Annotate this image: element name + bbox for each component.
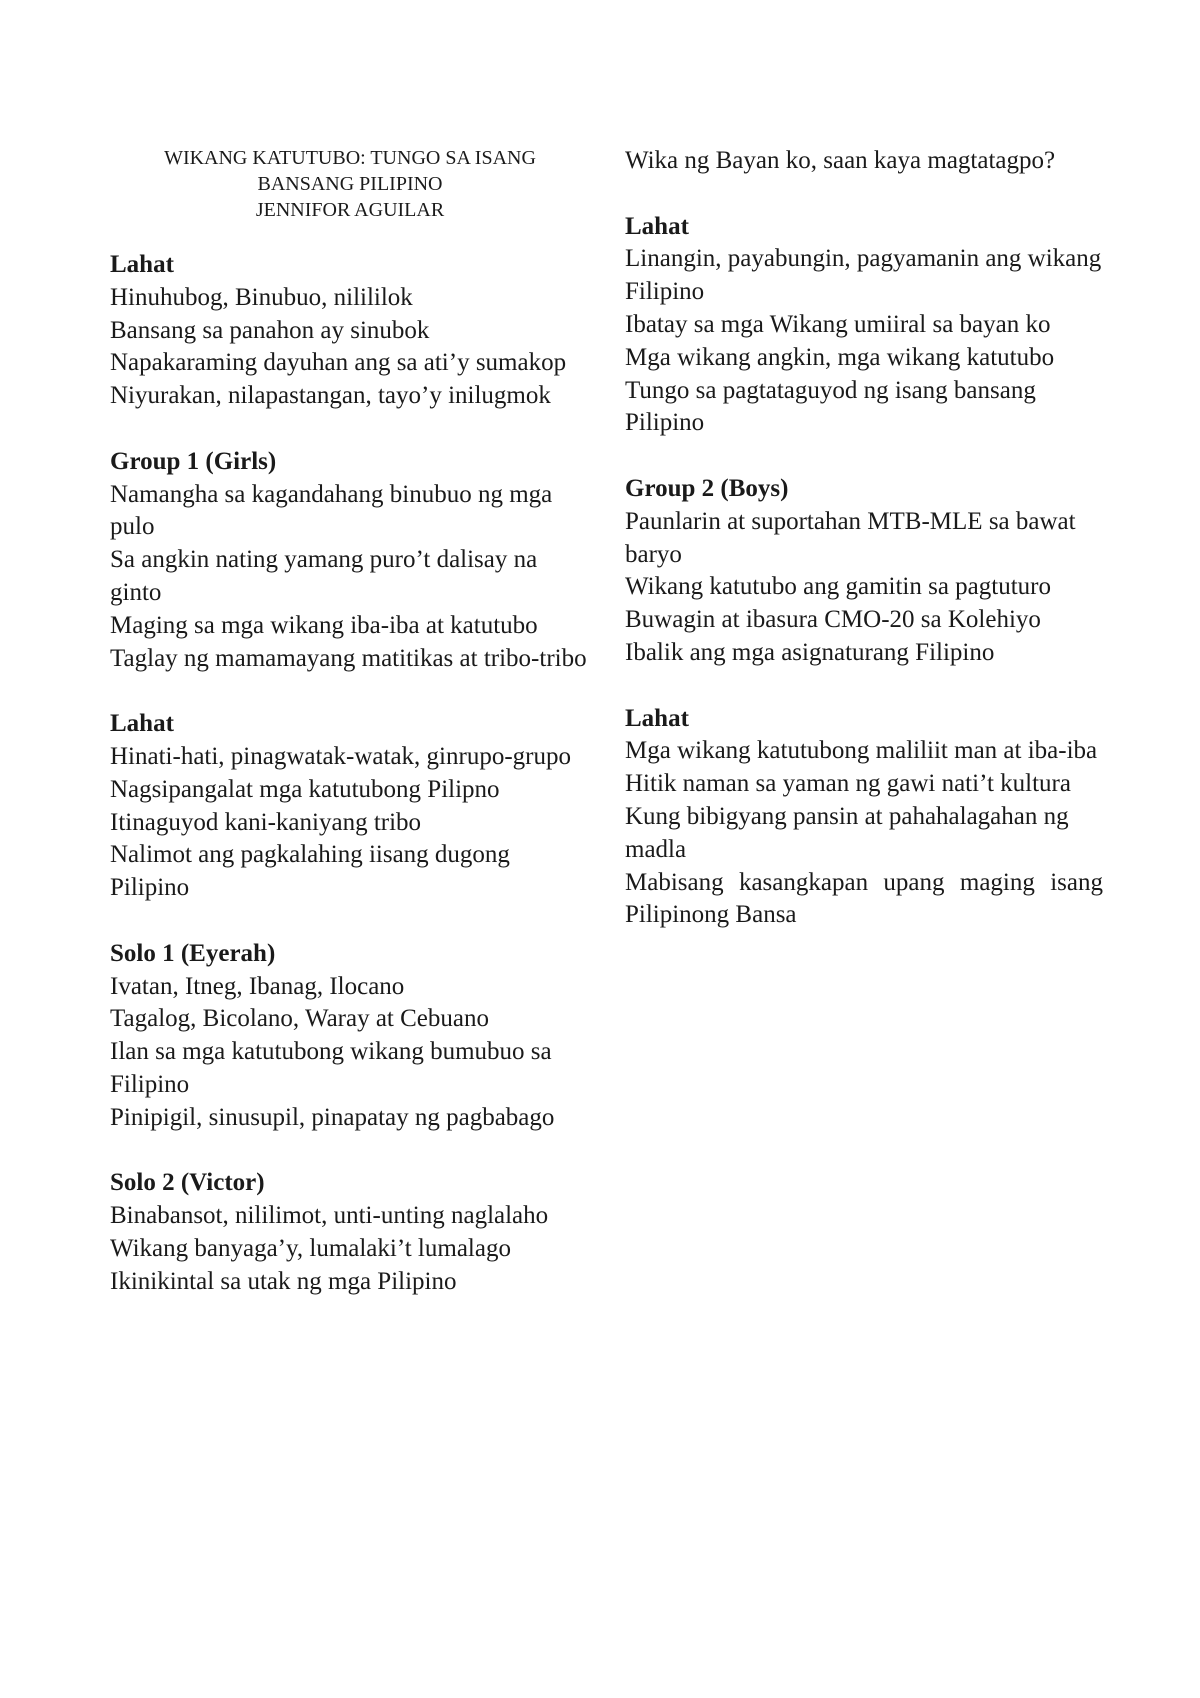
- verse-line: Binabansot, nililimot, unti-unting naglalaho: [110, 1202, 549, 1230]
- right-column: [625, 145, 1103, 965]
- verse-line: Napakaraming dayuhan ang sa ati’y sumakop: [110, 349, 567, 377]
- verse-line: Buwagin at ibasura CMO-20 sa Kolehiyo: [625, 606, 1041, 634]
- verse-line: Linangin, payabungin, pagyamanin ang wikang Filipino: [625, 245, 1102, 306]
- verse-line: Hinuhubog, Binubuo, nilililok: [110, 283, 413, 311]
- verse-line: Mga wikang angkin, mga wikang katutubo: [625, 343, 1055, 371]
- verse-line: Hinati-hati, pinagwatak-watak, ginrupo-grupo: [110, 742, 571, 770]
- stanza-solo-2: [110, 1167, 590, 1298]
- verse-line: Namangha sa kagandahang binubuo ng mga pulo: [110, 480, 553, 541]
- verse-line: Ibalik ang mga asignaturang Filipino: [625, 638, 995, 666]
- stanza-label: Lahat: [625, 704, 689, 732]
- verse-line: Tagalog, Bicolano, Waray at Cebuano: [110, 1005, 489, 1033]
- verse-line: Ibatay sa mga Wikang umiiral sa bayan ko: [625, 310, 1051, 338]
- stanza-group-1-girls: [110, 446, 590, 676]
- stanza-label: Group 2 (Boys): [625, 474, 789, 502]
- poem-title-line-2: BANSANG PILIPINO: [257, 173, 443, 195]
- verse-line: Wikang banyaga’y, lumalaki’t lumalago: [110, 1234, 511, 1262]
- verse-line: Wikang katutubo ang gamitin sa pagtuturo: [625, 573, 1051, 601]
- stanza-lahat-1: [110, 249, 590, 413]
- verse-line: Nalimot ang pagkalahing iisang dugong Pilipino: [110, 841, 510, 902]
- verse-line: Kung bibigyang pansin at pahahalagahan ng madla: [625, 802, 1069, 863]
- verse-line: Bansang sa panahon ay sinubok: [110, 316, 430, 344]
- stanza-lahat-2: [110, 708, 590, 905]
- stanza-label: Solo 2 (Victor): [110, 1169, 265, 1197]
- verse-line: Paunlarin at suportahan MTB-MLE sa bawat baryo: [625, 507, 1076, 568]
- stanza-label: Lahat: [110, 251, 174, 278]
- stanza-solo-2-continued: [625, 145, 1103, 178]
- poem-title-line-1: WIKANG KATUTUBO: TUNGO SA ISANG: [164, 147, 536, 169]
- verse-line: Ivatan, Itneg, Ibanag, Ilocano: [110, 972, 405, 1000]
- verse-line: Taglay ng mamamayang matitikas at tribo-tribo: [110, 644, 587, 672]
- stanza-lahat-3: [625, 211, 1103, 441]
- verse-line: Pinipigil, sinusupil, pinapatay ng pagbabago: [110, 1103, 555, 1131]
- stanza-solo-1: [110, 938, 590, 1135]
- poem-title-block: [110, 145, 590, 223]
- stanza-label: Solo 1 (Eyerah): [110, 939, 276, 967]
- stanza-lahat-4: [625, 703, 1103, 933]
- verse-line: Ilan sa mga katutubong wikang bumubuo sa Filipino: [110, 1038, 552, 1098]
- verse-line: Tungo sa pagtataguyod ng isang bansang Pilipino: [625, 376, 1036, 437]
- verse-line: Ikinikintal sa utak ng mga Pilipino: [110, 1267, 457, 1295]
- stanza-label: Group 1 (Girls): [110, 447, 277, 475]
- verse-line: Hitik naman sa yaman ng gawi nati’t kultura: [625, 770, 1071, 798]
- left-column: [110, 145, 590, 1331]
- verse-line: Maging sa mga wikang iba-iba at katutubo: [110, 611, 538, 639]
- verse-line: Mga wikang katutubong maliliit man at iba-iba: [625, 737, 1098, 765]
- verse-line: Itinaguyod kani-kaniyang tribo: [110, 808, 422, 836]
- verse-line: Sa angkin nating yamang puro’t dalisay na ginto: [110, 546, 538, 606]
- stanza-label: Lahat: [625, 212, 689, 240]
- verse-line: Wika ng Bayan ko, saan kaya magtatagpo?: [625, 147, 1056, 174]
- stanza-group-2-boys: [625, 473, 1103, 670]
- verse-line: Mabisang kasangkapan upang maging isang Pilipinong Bansa: [625, 868, 1103, 929]
- verse-line: Niyurakan, nilapastangan, tayo’y inilugmok: [110, 382, 551, 410]
- poem-author: JENNIFOR AGUILAR: [255, 199, 445, 221]
- verse-line: Nagsipangalat mga katutubong Pilipno: [110, 775, 500, 803]
- stanza-label: Lahat: [110, 710, 174, 738]
